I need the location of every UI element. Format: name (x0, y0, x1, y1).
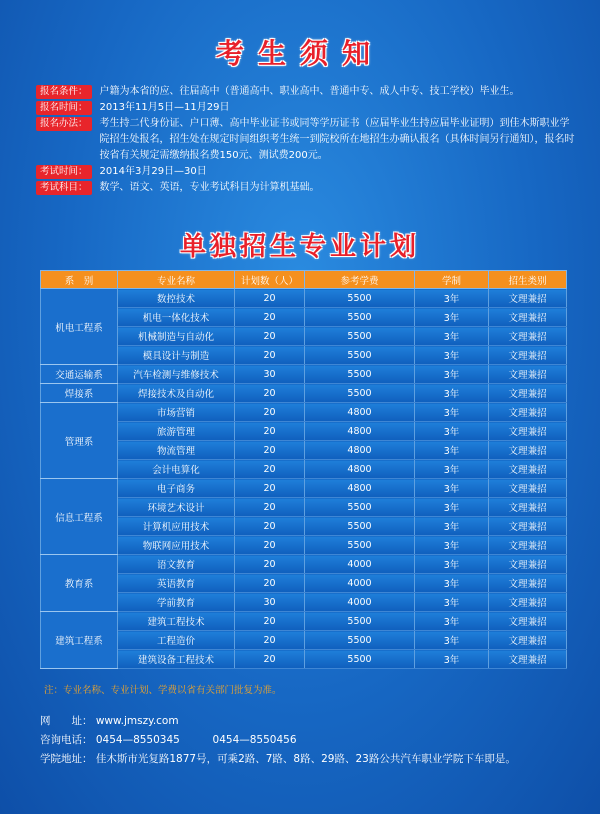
tuition-cell: 5500 (305, 346, 415, 365)
table-row (41, 346, 567, 365)
quota-cell: 20 (235, 650, 305, 669)
notice-text: 户籍为本省的应、往届高中（普通高中、职业高中、普通中专、成人中专、技工学校）毕业生。 (99, 86, 520, 97)
table-row (41, 441, 567, 460)
tuition-cell: 5500 (305, 384, 415, 403)
tuition-cell: 4800 (305, 422, 415, 441)
duration-cell: 3年 (415, 612, 489, 631)
quota-cell: 20 (235, 536, 305, 555)
table-row (41, 517, 567, 536)
notice-text: 数学、语文、英语，专业考试科目为计算机基础。 (99, 182, 320, 193)
category-cell: 文理兼招 (489, 422, 567, 441)
header-cell: 学制 (415, 271, 489, 289)
major-name-cell: 语文教育 (118, 555, 235, 574)
tuition-cell: 5500 (305, 536, 415, 555)
major-name-cell: 焊接技术及自动化 (118, 384, 235, 403)
quota-cell: 20 (235, 422, 305, 441)
duration-cell: 3年 (415, 441, 489, 460)
table-header-row (41, 271, 567, 289)
table-row (41, 555, 567, 574)
plan-title: 单独招生专业计划 (179, 232, 420, 262)
tuition-cell: 4000 (305, 574, 415, 593)
page-title: 考生须知 (215, 37, 384, 70)
website-label: 网 址： (40, 715, 93, 727)
major-name-cell: 物流管理 (118, 441, 235, 460)
duration-cell: 3年 (415, 327, 489, 346)
table-note: 注：专业名称、专业计划、学费以省有关部门批复为准。 (44, 685, 282, 696)
major-name-cell: 汽车检测与维修技术 (118, 365, 235, 384)
table-row (41, 650, 567, 669)
major-name-cell: 建筑设备工程技术 (118, 650, 235, 669)
category-cell: 文理兼招 (489, 498, 567, 517)
table-row (41, 289, 567, 308)
duration-cell: 3年 (415, 289, 489, 308)
notice-row-exam-time (36, 164, 576, 180)
phone-number-2: 0454—8550456 (212, 734, 297, 746)
phone-line (40, 731, 516, 750)
quota-cell: 20 (235, 460, 305, 479)
major-name-cell: 机电一体化技术 (118, 308, 235, 327)
duration-cell: 3年 (415, 517, 489, 536)
table-row (41, 536, 567, 555)
category-cell: 文理兼招 (489, 289, 567, 308)
category-cell: 文理兼招 (489, 555, 567, 574)
notice-label: 考试时间： (36, 165, 92, 179)
category-cell: 文理兼招 (489, 650, 567, 669)
major-name-cell: 建筑工程技术 (118, 612, 235, 631)
quota-cell: 20 (235, 574, 305, 593)
header-cell: 招生类别 (489, 271, 567, 289)
duration-cell: 3年 (415, 593, 489, 612)
table-row (41, 403, 567, 422)
address-label: 学院地址： (40, 753, 93, 765)
notice-row-method (36, 116, 576, 164)
category-cell: 文理兼招 (489, 441, 567, 460)
category-cell: 文理兼招 (489, 631, 567, 650)
category-cell: 文理兼招 (489, 384, 567, 403)
major-name-cell: 机械制造与自动化 (118, 327, 235, 346)
quota-cell: 30 (235, 593, 305, 612)
category-cell: 文理兼招 (489, 517, 567, 536)
table-row (41, 498, 567, 517)
website-line (40, 712, 516, 731)
department-cell: 管理系 (41, 403, 118, 479)
quota-cell: 20 (235, 612, 305, 631)
department-cell: 交通运输系 (41, 365, 118, 384)
duration-cell: 3年 (415, 631, 489, 650)
notice-label: 报名条件： (36, 85, 92, 99)
table-row (41, 327, 567, 346)
table-row (41, 479, 567, 498)
table-row (41, 365, 567, 384)
major-name-cell: 环境艺术设计 (118, 498, 235, 517)
notice-label: 报名时间： (36, 101, 92, 115)
tuition-cell: 5500 (305, 517, 415, 536)
notice-label: 报名办法： (36, 117, 92, 131)
category-cell: 文理兼招 (489, 308, 567, 327)
department-cell: 教育系 (41, 555, 118, 612)
quota-cell: 20 (235, 384, 305, 403)
table-row (41, 612, 567, 631)
tuition-cell: 4000 (305, 593, 415, 612)
category-cell: 文理兼招 (489, 403, 567, 422)
quota-cell: 20 (235, 441, 305, 460)
category-cell: 文理兼招 (489, 612, 567, 631)
enrollment-plan-table (40, 270, 567, 669)
address-line (40, 750, 516, 769)
duration-cell: 3年 (415, 555, 489, 574)
quota-cell: 20 (235, 346, 305, 365)
tuition-cell: 5500 (305, 327, 415, 346)
table-row (41, 308, 567, 327)
quota-cell: 30 (235, 365, 305, 384)
contact-section (40, 712, 516, 769)
phone-number-1: 0454—8550345 (95, 734, 180, 746)
duration-cell: 3年 (415, 650, 489, 669)
notice-row-subjects (36, 180, 576, 196)
notice-section (36, 84, 576, 196)
header-cell: 计划数（人） (235, 271, 305, 289)
notice-label: 考试科目： (36, 181, 92, 195)
tuition-cell: 4800 (305, 403, 415, 422)
tuition-cell: 5500 (305, 289, 415, 308)
notice-text: 考生持二代身份证、户口薄、高中毕业证书或同等学历证书（应届毕业生持应届毕业证明）到佳木斯职业学院招生处报名，招生处在规定时间组织考生统一到院校所在地招生办确认报名（具体时间另行通知），报名时按省有关规定需缴纳报名费150元、测试费200元。 (99, 118, 575, 161)
table-body (41, 289, 567, 669)
category-cell: 文理兼招 (489, 479, 567, 498)
duration-cell: 3年 (415, 346, 489, 365)
major-name-cell: 工程造价 (118, 631, 235, 650)
quota-cell: 20 (235, 555, 305, 574)
category-cell: 文理兼招 (489, 593, 567, 612)
major-name-cell: 计算机应用技术 (118, 517, 235, 536)
duration-cell: 3年 (415, 460, 489, 479)
table-row (41, 631, 567, 650)
duration-cell: 3年 (415, 384, 489, 403)
category-cell: 文理兼招 (489, 574, 567, 593)
tuition-cell: 5500 (305, 365, 415, 384)
duration-cell: 3年 (415, 536, 489, 555)
duration-cell: 3年 (415, 422, 489, 441)
tuition-cell: 4800 (305, 441, 415, 460)
quota-cell: 20 (235, 631, 305, 650)
duration-cell: 3年 (415, 308, 489, 327)
notice-text: 2013年11月5日—11月29日 (99, 102, 230, 113)
tuition-cell: 4800 (305, 479, 415, 498)
phone-label: 咨询电话： (40, 734, 93, 746)
quota-cell: 20 (235, 308, 305, 327)
major-name-cell: 模具设计与制造 (118, 346, 235, 365)
notice-row-conditions (36, 84, 576, 100)
category-cell: 文理兼招 (489, 346, 567, 365)
major-name-cell: 会计电算化 (118, 460, 235, 479)
major-name-cell: 电子商务 (118, 479, 235, 498)
quota-cell: 20 (235, 517, 305, 536)
duration-cell: 3年 (415, 365, 489, 384)
quota-cell: 20 (235, 403, 305, 422)
duration-cell: 3年 (415, 479, 489, 498)
duration-cell: 3年 (415, 498, 489, 517)
department-cell: 机电工程系 (41, 289, 118, 365)
tuition-cell: 5500 (305, 308, 415, 327)
category-cell: 文理兼招 (489, 365, 567, 384)
quota-cell: 20 (235, 289, 305, 308)
table-row (41, 460, 567, 479)
department-cell: 建筑工程系 (41, 612, 118, 669)
tuition-cell: 4800 (305, 460, 415, 479)
tuition-cell: 5500 (305, 498, 415, 517)
duration-cell: 3年 (415, 403, 489, 422)
category-cell: 文理兼招 (489, 536, 567, 555)
duration-cell: 3年 (415, 574, 489, 593)
tuition-cell: 5500 (305, 612, 415, 631)
major-name-cell: 数控技术 (118, 289, 235, 308)
major-name-cell: 英语教育 (118, 574, 235, 593)
major-name-cell: 旅游管理 (118, 422, 235, 441)
address-text: 佳木斯市光复路1877号，可乘2路、7路、8路、29路、23路公共汽车职业学院下车即是。 (95, 753, 516, 765)
major-name-cell: 市场营销 (118, 403, 235, 422)
notice-text: 2014年3月29日—30日 (99, 166, 207, 177)
table-row (41, 384, 567, 403)
quota-cell: 20 (235, 498, 305, 517)
category-cell: 文理兼招 (489, 327, 567, 346)
quota-cell: 20 (235, 479, 305, 498)
tuition-cell: 5500 (305, 650, 415, 669)
department-cell: 信息工程系 (41, 479, 118, 555)
department-cell: 焊接系 (41, 384, 118, 403)
tuition-cell: 4000 (305, 555, 415, 574)
website-link[interactable]: www.jmszy.com (95, 715, 179, 727)
table-row (41, 574, 567, 593)
major-name-cell: 学前教育 (118, 593, 235, 612)
notice-row-time (36, 100, 576, 116)
tuition-cell: 5500 (305, 631, 415, 650)
table-row (41, 422, 567, 441)
header-cell: 专业名称 (118, 271, 235, 289)
header-cell: 参考学费 (305, 271, 415, 289)
header-cell: 系 别 (41, 271, 118, 289)
category-cell: 文理兼招 (489, 460, 567, 479)
table-row (41, 593, 567, 612)
quota-cell: 20 (235, 327, 305, 346)
major-name-cell: 物联网应用技术 (118, 536, 235, 555)
